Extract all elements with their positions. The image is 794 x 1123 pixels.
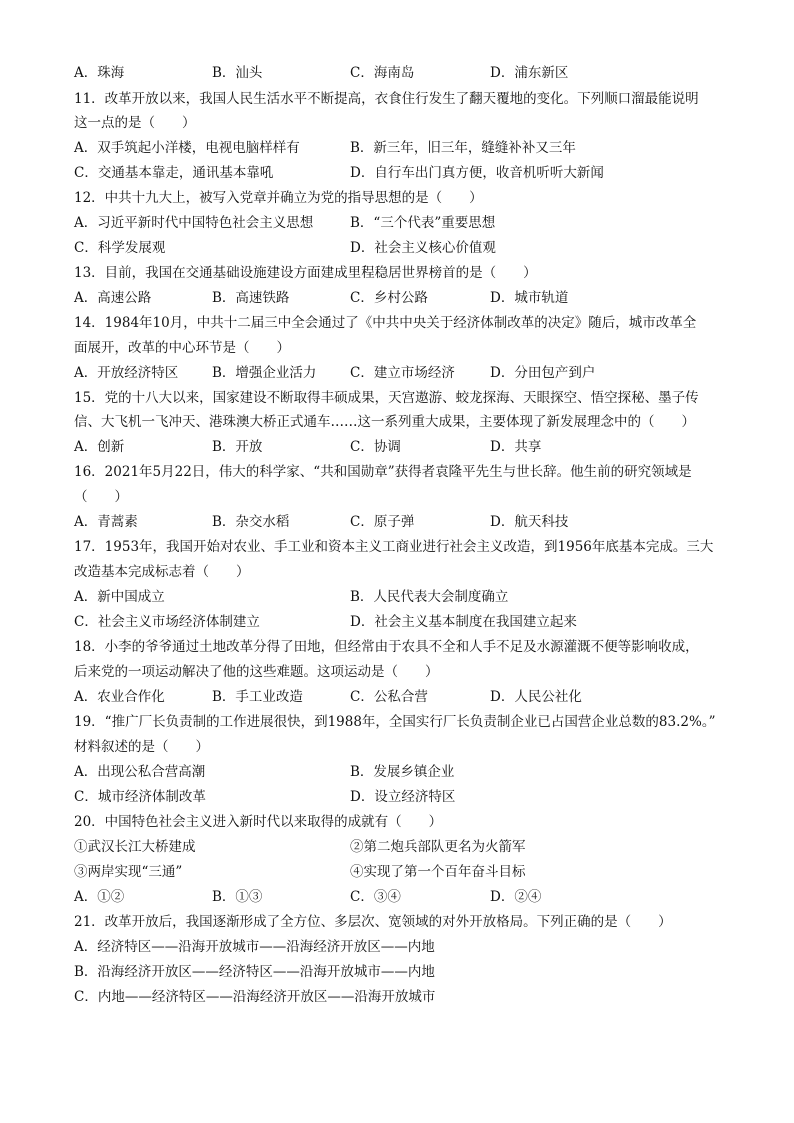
q15-option-b[interactable]: B．开放	[212, 439, 263, 455]
q19-options-row1	[74, 761, 724, 783]
q20-statement-2: ②第二炮兵部队更名为火箭军	[350, 839, 526, 855]
q18-stem-line2: 后来党的一项运动解决了他的这些难题。这项运动是（ ）	[74, 664, 439, 680]
q11-option-a[interactable]: A．双手筑起小洋楼，电视电脑样样有	[74, 140, 300, 156]
q12-stem: 12．中共十九大上，被写入党章并确立为党的指导思想的是（ ）	[74, 190, 483, 206]
q11-options-row2	[74, 162, 724, 184]
q20-option-c[interactable]: C．③④	[350, 889, 401, 905]
q16-stem-line2: （ ）	[74, 489, 128, 505]
q11-option-b[interactable]: B．新三年，旧三年，缝缝补补又三年	[350, 140, 576, 156]
q19-stem-line1: 19．“推广厂长负责制的工作进展很快，到1988年，全国实行厂长负责制企业已占国营企业总数的83.2%。”	[74, 714, 716, 730]
q19-option-b[interactable]: B．发展乡镇企业	[350, 764, 455, 780]
q10-option-b[interactable]: B．汕头	[212, 65, 263, 81]
q18-option-d[interactable]: D．人民公社化	[490, 689, 582, 705]
q18-options	[74, 686, 724, 708]
q10-option-c[interactable]: C．海南岛	[350, 65, 415, 81]
q14-stem-line1: 14．1984年10月，中共十二届三中全会通过了《中共中央关于经济体制改革的决定》随后，城市改革全	[74, 315, 697, 331]
q20-statement-1: ①武汉长江大桥建成	[74, 839, 196, 855]
q12-option-c[interactable]: C．科学发展观	[74, 240, 166, 256]
q13-option-c[interactable]: C．乡村公路	[350, 290, 428, 306]
q20-statements-row1	[74, 836, 724, 858]
q17-option-a[interactable]: A．新中国成立	[74, 589, 165, 605]
q17-option-d[interactable]: D．社会主义基本制度在我国建立起来	[350, 614, 577, 630]
q13-options	[74, 287, 724, 309]
q14-stem-line2: 面展开，改革的中心环节是（ ）	[74, 340, 290, 356]
q11-stem-line1: 11．改革开放以来，我国人民生活水平不断提高，衣食住行发生了翻天覆地的变化。下列顺口溜最能说明	[74, 91, 699, 107]
q17-option-c[interactable]: C．社会主义市场经济体制建立	[74, 614, 260, 630]
q20-option-b[interactable]: B．①③	[212, 889, 263, 905]
q15-option-d[interactable]: D．共享	[490, 439, 542, 455]
q17-options-row2	[74, 611, 724, 633]
q14-option-b[interactable]: B．增强企业活力	[212, 365, 317, 381]
q14-option-c[interactable]: C．建立市场经济	[350, 365, 455, 381]
q12-options-row1	[74, 212, 724, 234]
q18-option-b[interactable]: B．手工业改造	[212, 689, 303, 705]
q20-statement-4: ④实现了第一个百年奋斗目标	[350, 864, 526, 880]
q13-stem: 13．目前，我国在交通基础设施建设方面建成里程稳居世界榜首的是（ ）	[74, 265, 537, 281]
q21-option-a[interactable]: A．经济特区——沿海开放城市——沿海经济开放区——内地	[74, 939, 435, 955]
q11-option-c[interactable]: C．交通基本靠走，通讯基本靠吼	[74, 165, 274, 181]
q14-option-d[interactable]: D．分田包产到户	[490, 365, 596, 381]
q21-stem: 21．改革开放后，我国逐渐形成了全方位、多层次、宽领域的对外开放格局。下列正确的是（ ）	[74, 914, 672, 930]
q16-stem-line1: 16．2021年5月22日，伟大的科学家、“共和国勋章”获得者袁隆平先生与世长辞。他生前的研究领域是	[74, 464, 692, 480]
q10-option-d[interactable]: D．浦东新区	[490, 65, 569, 81]
q18-stem-line1: 18．小李的爷爷通过土地改革分得了田地，但经常由于农具不全和人手不足及水源灌溉不便等影响收成，	[74, 639, 699, 655]
q15-option-a[interactable]: A．创新	[74, 439, 125, 455]
q16-options	[74, 511, 724, 533]
q18-option-a[interactable]: A．农业合作化	[74, 689, 165, 705]
q15-stem-line2: 信、大飞机一飞冲天、港珠澳大桥正式通车……这一系列重大成果，主要体现了新发展理念中的（ ）	[74, 414, 695, 430]
q20-option-d[interactable]: D．②④	[490, 889, 542, 905]
q11-options-row1	[74, 137, 724, 159]
q20-statement-3: ③两岸实现“三通”	[74, 864, 183, 880]
q19-option-d[interactable]: D．设立经济特区	[350, 789, 456, 805]
q11-stem-line2: 这一点的是（ ）	[74, 115, 196, 131]
q15-options	[74, 436, 724, 458]
q10-options	[74, 62, 724, 84]
q19-option-c[interactable]: C．城市经济体制改革	[74, 789, 206, 805]
q16-option-a[interactable]: A．青蒿素	[74, 514, 138, 530]
q14-options	[74, 362, 724, 384]
q12-option-d[interactable]: D．社会主义核心价值观	[350, 240, 496, 256]
q10-option-a[interactable]: A．珠海	[74, 65, 125, 81]
q21-option-c[interactable]: C．内地——经济特区——沿海经济开放区——沿海开放城市	[74, 989, 436, 1005]
q13-option-a[interactable]: A．高速公路	[74, 290, 152, 306]
q17-stem-line2: 改造基本完成标志着（ ）	[74, 564, 250, 580]
q19-option-a[interactable]: A．出现公私合营高潮	[74, 764, 206, 780]
q20-stem: 20．中国特色社会主义进入新时代以来取得的成就有（ ）	[74, 814, 443, 830]
q19-stem-line2: 材料叙述的是（ ）	[74, 739, 209, 755]
q15-stem-line1: 15．党的十八大以来，国家建设不断取得丰硕成果，天宫遨游、蛟龙探海、天眼探空、悟空探秘、墨子传	[74, 390, 699, 406]
q14-option-a[interactable]: A．开放经济特区	[74, 365, 179, 381]
q16-option-b[interactable]: B．杂交水稻	[212, 514, 290, 530]
q12-option-b[interactable]: B．“三个代表”重要思想	[350, 215, 496, 231]
q20-options	[74, 886, 724, 908]
q17-stem-line1: 17．1953年，我国开始对农业、手工业和资本主义工商业进行社会主义改造，到1956年底基本完成。三大	[74, 539, 714, 555]
q13-option-b[interactable]: B．高速铁路	[212, 290, 290, 306]
q15-option-c[interactable]: C．协调	[350, 439, 401, 455]
q17-option-b[interactable]: B．人民代表大会制度确立	[350, 589, 509, 605]
q13-option-d[interactable]: D．城市轨道	[490, 290, 569, 306]
q12-option-a[interactable]: A．习近平新时代中国特色社会主义思想	[74, 215, 314, 231]
q12-options-row2	[74, 237, 724, 259]
q18-option-c[interactable]: C．公私合营	[350, 689, 428, 705]
q16-option-c[interactable]: C．原子弹	[350, 514, 415, 530]
q20-option-a[interactable]: A．①②	[74, 889, 125, 905]
q11-option-d[interactable]: D．自行车出门真方便，收音机听听大新闻	[350, 165, 604, 181]
q21-option-b[interactable]: B．沿海经济开放区——经济特区——沿海开放城市——内地	[74, 964, 435, 980]
q16-option-d[interactable]: D．航天科技	[490, 514, 569, 530]
q19-options-row2	[74, 786, 724, 808]
q20-statements-row2	[74, 861, 724, 883]
q17-options-row1	[74, 586, 724, 608]
